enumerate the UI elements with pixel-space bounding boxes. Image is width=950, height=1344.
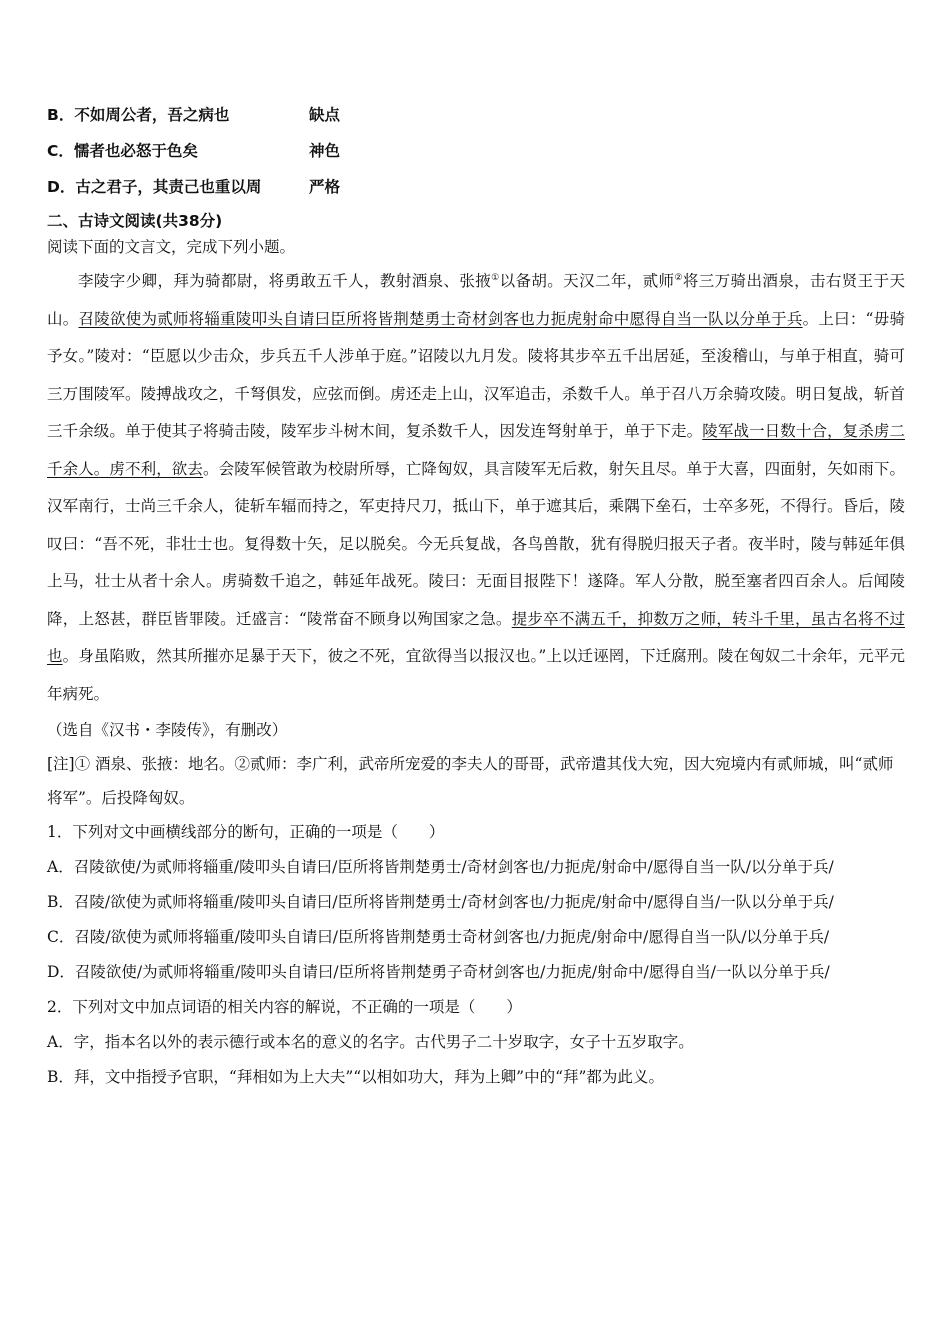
- question-1-stem: 1．下列对文中画横线部分的断句，正确的一项是（ ）: [47, 823, 445, 842]
- option-b: [47, 96, 905, 132]
- underlined-sentence-1: 召陵欲使为贰师将辎重陵叩头自请曰臣所将皆荆楚勇士奇材剑客也力扼虎射命中愿得自当一队以分单于兵: [78, 309, 803, 328]
- question-1-choice-c: C．召陵/欲使为贰师将辎重/陵叩头自请曰/臣所将皆荆楚勇士奇材剑客也/力扼虎/射命中/愿得自当一队/以分单于兵/: [47, 928, 830, 947]
- passage-text: 李陵字少卿，拜为骑都尉，将勇敢五千人，教射酒泉、张掖: [78, 272, 492, 291]
- passage-text: 将三万骑出酒泉，击右贤王于天山。: [47, 272, 905, 328]
- previous-options: [47, 96, 905, 204]
- instruction: 阅读下面的文言文，完成下列小题。: [47, 238, 296, 256]
- passage-text: 以备胡。天汉二年，贰师: [499, 272, 675, 291]
- question-2-stem: 2．下列对文中加点词语的相关内容的解说，不正确的一项是（ ）: [47, 998, 522, 1017]
- section-title: 二、古诗文阅读(共38分): [47, 212, 223, 230]
- passage-text: 。会陵军候管敢为校尉所辱，亡降匈奴，具言陵军无后救，射矢且尽。单于大喜，四面射，矢如雨下。汉军南行，士尚三千余人，徒斩车辐而持之，军吏持尺刀，抵山下，单于遮其后，乘隅下垒石，士卒多死，不得行。昏后，陵叹曰：“吾不死，非壮士也。复得数十矢，足以脱矣。今无兵复战，各鸟兽散，犹有得脱归报天子者。夜半时，陵与韩延年俱上马，壮士从者十余人。虏骑数千追之，韩延年战死。陵曰：无面目报陛下！遂降。军人分散，脱至塞者四百余人。后闻陵降，上怒甚，群臣皆罪陵。迁盛言：“陵常奋不顾身以殉国家之急。: [47, 459, 905, 628]
- option-text: C．懦者也必怒于色矣: [47, 142, 198, 160]
- underlined-sentence-3: 提步卒不满五千，抑数万之师，转斗千里，虽古名将不过也: [47, 609, 905, 666]
- option-meaning: 严格: [309, 178, 341, 196]
- document-page: [47, 96, 905, 1095]
- option-d: [47, 168, 905, 204]
- option-text: B．不如周公者，吾之病也: [47, 106, 230, 124]
- question-1-choice-d: D．召陵欲使/为贰师将辎重/陵叩头自请曰/臣所将皆荆楚勇子奇材剑客也/力扼虎/射命中/愿得自当/一队以分单于兵/: [47, 963, 830, 982]
- option-c: [47, 132, 905, 168]
- source-note: （选自《汉书・李陵传》，有删改）: [47, 721, 288, 740]
- passage-text: 。上曰：“毋骑予女。”陵对：“臣愿以少击众，步兵五千人涉单于庭。”诏陵以九月发。陵将其步卒五千出居延，至浚稽山，与单于相直，骑可三万围陵军。陵搏战攻之，千弩俱发，应弦而倒。虏还走上山，汉军追击，杀数千人。单于召八万余骑攻陵。明日复战，斩首三千余级。单于使其子将骑击陵，陵军步斗树木间，复杀数千人，因发连弩射单于，单于下走。: [47, 309, 905, 441]
- question-2-choice-b: B．拜，文中指授予官职，“拜相如为上大夫”“以相如功大，拜为上卿”中的“拜”都为此义。: [47, 1068, 664, 1087]
- option-text: D．古之君子，其责己也重以周: [47, 178, 262, 196]
- option-meaning: 神色: [309, 142, 341, 160]
- underlined-sentence-2: 陵军战一日数十合，复杀虏二千余人。虏不利，欲去: [47, 422, 905, 478]
- passage-paragraph: [47, 260, 905, 713]
- note-marker: ②: [674, 273, 683, 283]
- question-1-choice-a: A．召陵欲使/为贰师将辎重/陵叩头自请曰/臣所将皆荆楚勇士/奇材剑客也/力扼虎/射命中/愿得自当一队/以分单于兵/: [47, 858, 834, 877]
- passage: [47, 260, 905, 713]
- passage-text: 。身虽陷败，然其所摧亦足暴于天下，彼之不死，宜欲得当以报汉也。”上以迁诬罔，下迁腐刑。陵在匈奴二十余年，元平元年病死。: [47, 647, 905, 703]
- question-2-choice-a: A．字，指本名以外的表示德行或本名的意义的名字。古代男子二十岁取字，女子十五岁取字。: [47, 1033, 694, 1052]
- question-1-choice-b: B．召陵/欲使为贰师将辎重/陵叩头自请曰/臣所将皆荆楚勇士/奇材剑客也/力扼虎/射命中/愿得自当/一队以分单于兵/: [47, 893, 834, 912]
- option-meaning: 缺点: [309, 106, 341, 124]
- note-marker: ①: [491, 273, 500, 283]
- annotation-notes: [注]① 酒泉、张掖：地名。②贰师：李广利，武帝所宠爱的李夫人的哥哥，武帝遣其伐大宛，因大宛境内有贰师城，叫“贰师将军”。后投降匈奴。: [47, 755, 894, 808]
